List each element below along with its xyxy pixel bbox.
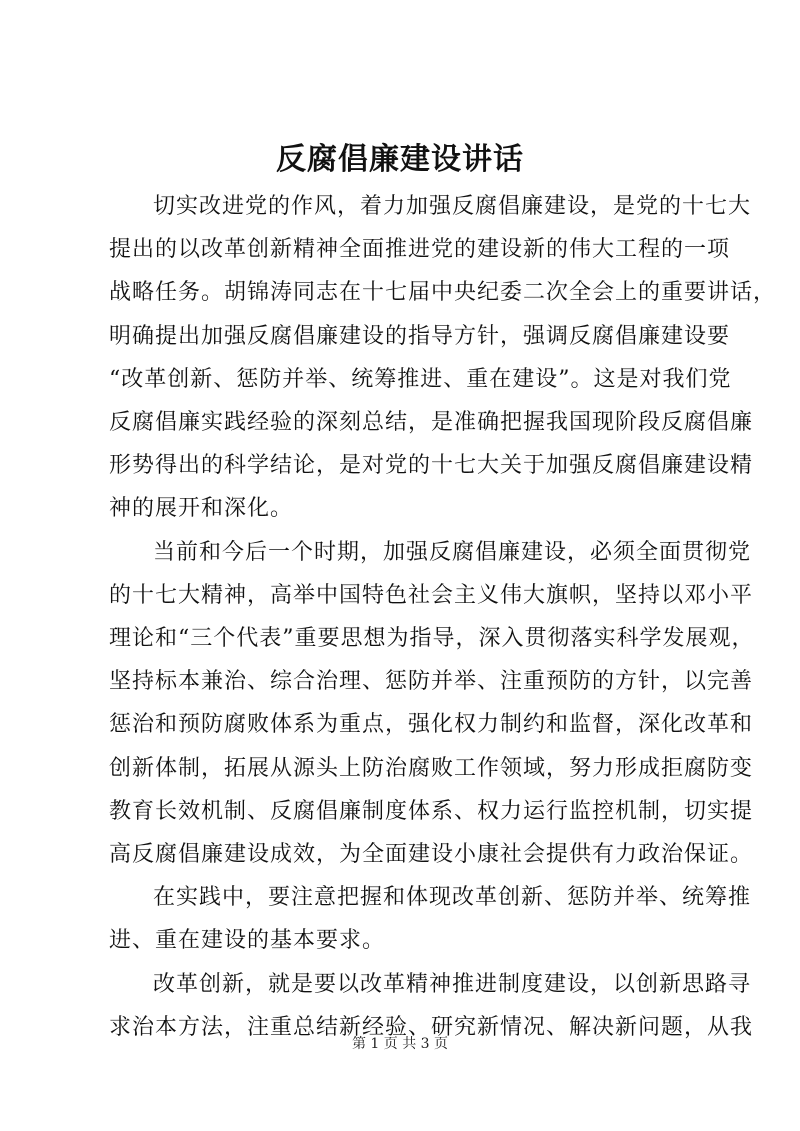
paragraph-line: 高反腐倡廉建设成效，为全面建设小康社会提供有力政治保证。 <box>109 842 754 868</box>
page-number-footer: 第 1 页 共 3 页 <box>351 1036 449 1052</box>
paragraph-line: 教育长效机制、反腐倡廉制度体系、权力运行监控机制，切实提 <box>109 798 754 824</box>
paragraph-line: 神的展开和深化。 <box>109 496 294 522</box>
paragraph-line: 明确提出加强反腐倡廉建设的指导方针，强调反腐倡廉建设要 <box>109 323 731 349</box>
paragraph-line: 切实改进党的作风，着力加强反腐倡廉建设，是党的十七大 <box>153 194 752 219</box>
paragraph-line: 理论和“三个代表”重要思想为指导，深入贯彻落实科学发展观， <box>109 626 755 652</box>
document-body <box>109 185 777 1049</box>
paragraph-line: 创新体制，拓展从源头上防治腐败工作领域，努力形成拒腐防变 <box>109 755 754 781</box>
paragraph-line: 坚持标本兼治、综合治理、惩防并举、注重预防的方针，以完善 <box>109 669 754 695</box>
paragraph-line: 形势得出的科学结论，是对党的十七大关于加强反腐倡廉建设精 <box>109 453 754 479</box>
paragraph-line: 求治本方法，注重总结新经验、研究新情况、解决新问题，从我 <box>109 1014 754 1040</box>
paragraph-line: 提出的以改革创新精神全面推进党的建设新的伟大工程的一项 <box>109 237 731 263</box>
paragraph-line: 在实践中，要注意把握和体现改革创新、惩防并举、统筹推 <box>153 885 752 911</box>
paragraph-line: “改革创新、惩防并举、统筹推进、重在建设”。这是对我们党 <box>109 366 732 392</box>
paragraph-line: 的十七大精神，高举中国特色社会主义伟大旗帜，坚持以邓小平 <box>109 582 754 608</box>
paragraph-line: 惩治和预防腐败体系为重点，强化权力制约和监督，深化改革和 <box>109 712 754 738</box>
paragraph-line: 反腐倡廉实践经验的深刻总结，是准确把握我国现阶段反腐倡廉 <box>109 410 754 436</box>
paragraph-3 <box>109 876 752 962</box>
paragraph-line: 战略任务。胡锦涛同志在十七届中央纪委二次全会上的重要讲话， <box>109 280 777 306</box>
paragraph-line: 进、重在建设的基本要求。 <box>109 928 386 954</box>
document-title: 反腐倡廉建设讲话 <box>276 142 524 177</box>
paragraph-2 <box>109 531 755 877</box>
paragraph-line: 改革创新，就是要以改革精神推进制度建设，以创新思路寻 <box>153 971 752 997</box>
paragraph-line: 当前和今后一个时期，加强反腐倡廉建设，必须全面贯彻党 <box>153 539 752 565</box>
paragraph-1 <box>109 185 777 531</box>
